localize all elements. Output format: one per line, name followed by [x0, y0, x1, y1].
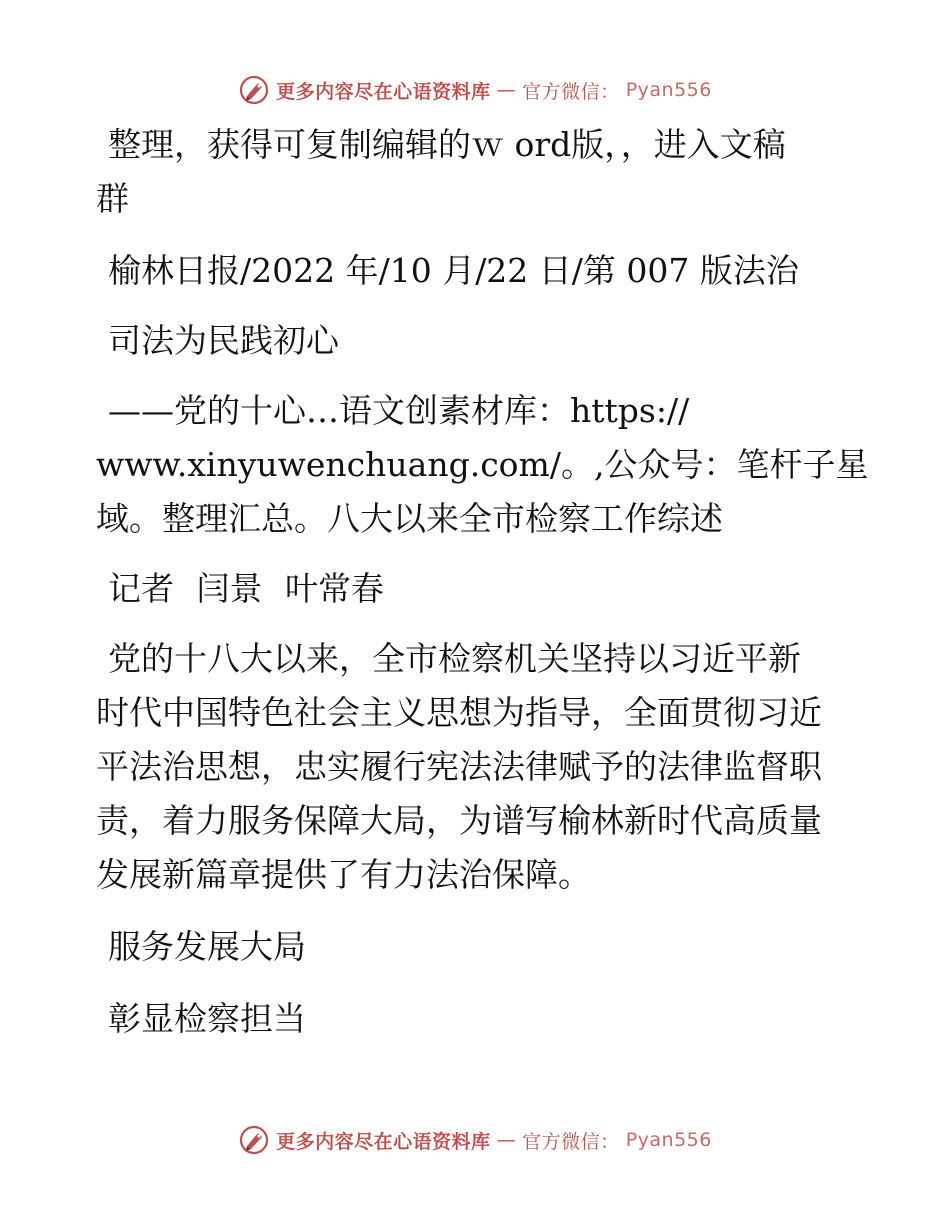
banner-wechat-id: Pyan556: [625, 79, 712, 101]
subhead-line-1: ——党的十心…语文创素材库：https://: [108, 391, 690, 430]
banner-official-label: 官方微信：: [522, 1130, 620, 1153]
pen-logo-icon: [238, 74, 270, 106]
document-content: [96, 118, 869, 1046]
section-title-2: 彰显检察担当: [108, 999, 306, 1038]
headline: 司法为民践初心: [108, 321, 339, 360]
banner-dash: —: [496, 79, 517, 101]
banner-title: 更多内容尽在心语资料库: [276, 80, 491, 103]
intro-line-1: 整理，获得可复制编辑的ｗ ord版，，进入文稿: [108, 125, 786, 164]
section-title-1: 服务发展大局: [108, 927, 306, 966]
banner-title: 更多内容尽在心语资料库: [276, 1130, 491, 1153]
subhead-line-2: www.xinyuwenchuang.com/。,公众号：笔杆子星: [96, 445, 869, 484]
footer-banner: [0, 1118, 950, 1162]
banner-official-label: 官方微信：: [522, 80, 620, 103]
body-line: 党的十八大以来，全市检察机关坚持以习近平新: [108, 639, 801, 678]
banner-content: [238, 1124, 712, 1156]
intro-line-2: 群: [96, 179, 129, 218]
pen-logo-icon: [238, 1124, 270, 1156]
dateline: 榆林日报/2022 年/10 月/22 日/第 007 版法治: [108, 251, 799, 290]
body-line: 时代中国特色社会主义思想为指导，全面贯彻习近: [96, 693, 822, 732]
banner-content: [238, 74, 712, 106]
banner-wechat-id: Pyan556: [625, 1129, 712, 1151]
body-line: 平法治思想，忠实履行宪法法律赋予的法律监督职: [96, 747, 822, 786]
body-paragraph: [96, 632, 856, 902]
subhead-line-3: 域。整理汇总。八大以来全市检察工作综述: [96, 499, 723, 538]
byline: 记者 闫景 叶常春: [108, 569, 384, 608]
body-line: 发展新篇章提供了有力法治保障。: [96, 855, 591, 894]
body-line: 责，着力服务保障大局，为谱写榆林新时代高质量: [96, 801, 822, 840]
banner-dash: —: [496, 1129, 517, 1151]
header-banner: [0, 68, 950, 112]
